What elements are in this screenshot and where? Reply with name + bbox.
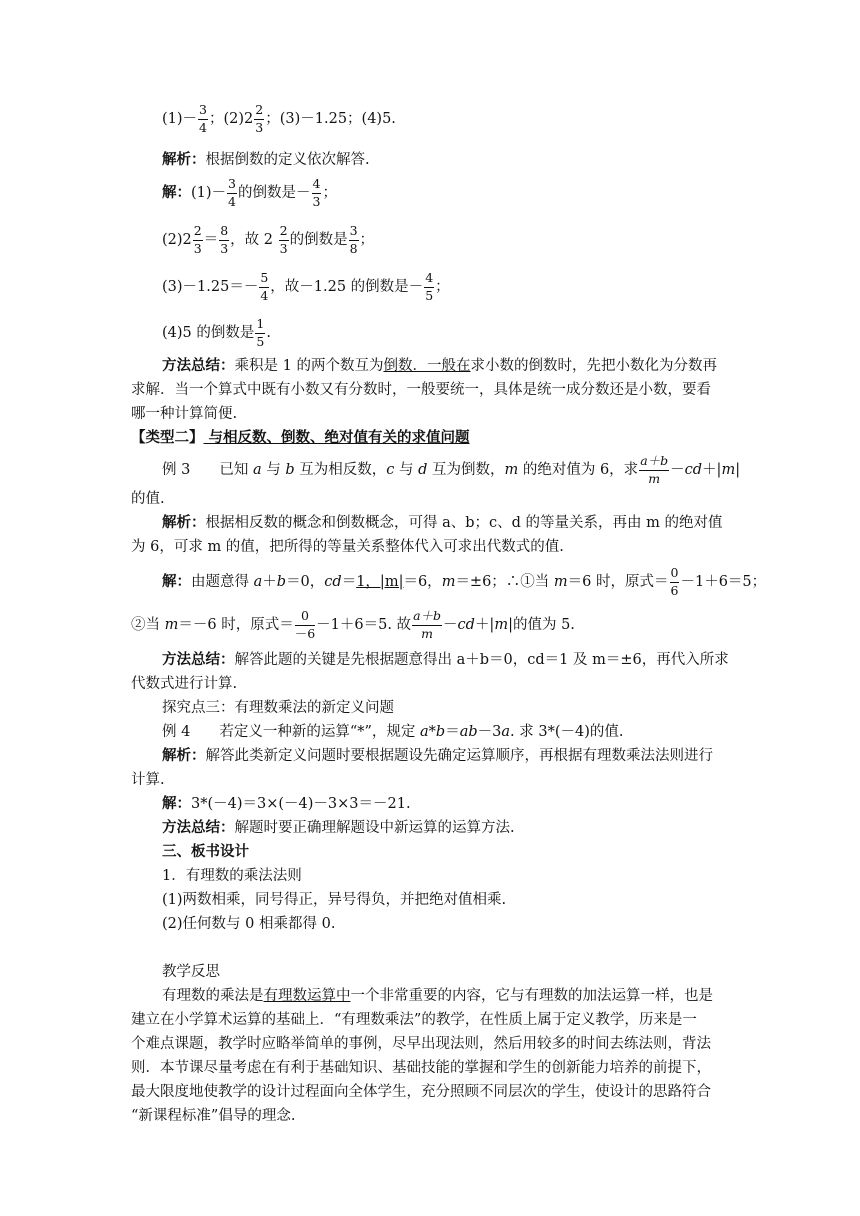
text: ，故 2 (230, 232, 278, 248)
denominator: 4 (260, 287, 269, 303)
fraction (227, 178, 237, 208)
text: (1)－ (191, 185, 227, 201)
board-item-1-2: (2)任何数与 0 相乘都得 0. (162, 916, 336, 932)
fraction (198, 104, 208, 134)
fraction (259, 272, 269, 302)
text: ＝ (203, 232, 219, 248)
denominator: 8 (349, 240, 358, 256)
text: ＝ (445, 724, 460, 740)
solution-line-2 (162, 225, 374, 255)
variable: cd (324, 574, 342, 590)
example-3-line-2: 的值. (131, 491, 165, 507)
text: ；(3)－1.25；(4)5. (265, 111, 396, 127)
type-title: 与相反数、倒数、绝对值有关的求值问题 (203, 429, 470, 446)
denominator: 5 (256, 333, 265, 349)
underlined-text: 倒数．一般在 (383, 358, 471, 374)
text: 3*(－4)＝3×(－4)－3×3＝－21. (191, 796, 411, 812)
text: 的倒数是 (289, 232, 348, 248)
text: ； (435, 279, 450, 295)
teaching-reflection-heading: 教学反思 (162, 964, 220, 980)
variable: ab (459, 724, 478, 740)
variable: a (253, 574, 263, 590)
variable: m (164, 617, 179, 633)
solution-line-4 (162, 318, 271, 348)
underlined-text: 1，|m| (356, 574, 404, 590)
text: ＝6 时，原式＝ (567, 574, 669, 590)
reflection-line-2: 建立在小学算术运算的基础上．“有理数乘法”的教学，在性质上属于定义教学，历来是一 (131, 1012, 697, 1028)
solution-line-3 (162, 272, 450, 302)
denominator: －6 (294, 625, 316, 641)
fraction (219, 225, 229, 255)
variable: a*b (420, 724, 446, 740)
text: 与 (261, 462, 286, 478)
variable: cd (457, 617, 475, 633)
text: 根据相反数的概念和倒数概念，可得 a、b；c、d 的等量关系，再由 m 的绝对值 (205, 515, 723, 531)
analysis-line (162, 150, 370, 170)
variable: c (386, 462, 395, 478)
text: 一个非常重要的内容，它与有理数的加法运算一样，也是 (350, 988, 713, 1004)
method-summary-2-line-1 (162, 650, 729, 670)
text: (2)2 (162, 232, 192, 248)
analysis-label: 解析： (162, 747, 206, 764)
text: 解题时要正确理解题设中新运算的运算方法. (234, 820, 515, 836)
solution-label: 解： (162, 184, 191, 201)
numerator: 3 (227, 178, 237, 194)
text: |的值为 5. (508, 617, 575, 633)
denominator: 3 (255, 119, 264, 135)
method-summary-2-line-2: 代数式进行计算. (131, 676, 238, 692)
text: ＝±6；∴①当 (455, 574, 554, 590)
text: －1＋6＝5. 故 (316, 617, 412, 633)
denominator: 4 (199, 119, 207, 135)
text: － (443, 617, 458, 633)
numerator: 3 (349, 225, 359, 241)
text: (1)－ (162, 111, 198, 127)
text: ＝0， (286, 574, 325, 590)
numerator: 2 (279, 225, 289, 241)
reflection-line-6: “新课程标准”倡导的理念. (131, 1108, 296, 1124)
text: (4)5 的倒数是 (162, 325, 255, 341)
board-item-1-1: (1)两数相乘，同号得正，异号得负，并把绝对值相乘. (162, 892, 507, 908)
numerator: 3 (198, 104, 208, 120)
method-summary-3 (162, 818, 515, 838)
method-summary-line-2: 求解．当一个算式中既有小数又有分数时，一般要统一，具体是统一成分数还是小数，要看 (131, 382, 711, 398)
text: 的绝对值为 6，求 (518, 462, 639, 478)
denominator: 4 (228, 193, 236, 209)
text: ＋| (702, 462, 722, 478)
text: ＝ (341, 574, 357, 590)
variable: m (441, 574, 456, 590)
text: 根据倒数的定义依次解答. (205, 152, 370, 168)
solution-example-3-line-1 (162, 567, 766, 597)
text: ＝－6 时，原式＝ (178, 617, 294, 633)
method-summary-label: 方法总结： (162, 651, 235, 668)
text: 互为相反数， (294, 462, 387, 478)
variable: b (276, 574, 287, 590)
fraction (312, 178, 322, 208)
solution-line-1 (162, 178, 337, 208)
fraction (349, 225, 359, 255)
solution-label: 解： (162, 795, 191, 812)
text: 由题意得 (191, 574, 254, 590)
method-summary-label: 方法总结： (162, 819, 235, 836)
text: ； (359, 232, 375, 248)
numerator: 4 (312, 178, 322, 194)
text: | (735, 462, 741, 478)
text: －3 (477, 724, 502, 740)
text: －1＋6＝5； (680, 574, 767, 590)
text: 例 3 已知 (162, 462, 253, 478)
variable: cd (684, 462, 703, 478)
fraction (255, 318, 265, 348)
analysis-line-4 (162, 746, 713, 766)
analysis-line-3: 为 6，可求 m 的值，把所得的等量关系整体代入可求出代数式的值. (131, 539, 564, 555)
text: 求小数的倒数时，先把小数化为分数再 (470, 358, 717, 374)
text: ＝6， (403, 574, 442, 590)
analysis-line-2 (162, 513, 723, 533)
numerator: 0 (295, 610, 315, 626)
method-summary-line-3: 哪一种计算简便. (131, 406, 238, 422)
text: 解答此类新定义问题时要根据题设先确定运算顺序，再根据有理数乘法法则进行 (205, 748, 713, 764)
numerator: a＋b (639, 455, 669, 471)
reflection-line-4: 则．本节课尽量考虑在有利于基础知识、基础技能的掌握和学生的创新能力培养的前提下， (131, 1060, 711, 1076)
text: ； (322, 185, 337, 201)
section-heading-board-design: 三、板书设计 (162, 843, 249, 860)
denominator: 3 (312, 193, 321, 209)
example-3-line-1 (162, 455, 740, 485)
fraction (295, 610, 315, 640)
solution-example-4 (162, 794, 411, 814)
fraction (279, 225, 289, 255)
exercise-items (162, 104, 396, 134)
numerator: 5 (259, 272, 269, 288)
numerator: 4 (424, 272, 434, 288)
fraction (639, 455, 669, 485)
numerator: 2 (254, 104, 264, 120)
reflection-line-5: 最大限度地使教学的设计过程面向全体学生，充分照顾不同层次的学生，使设计的思路符合 (131, 1084, 711, 1100)
type-label: 【类型二】 (131, 429, 204, 446)
text: 与 (394, 462, 419, 478)
section-heading-type-2 (131, 428, 470, 448)
text: 互为倒数， (427, 462, 505, 478)
variable: a (252, 462, 262, 478)
solution-label: 解： (162, 573, 191, 590)
text: 解答此题的关键是先根据题意得出 a＋b＝0，cd＝1 及 m＝±6，再代入所求 (234, 652, 729, 668)
solution-example-3-line-2 (131, 610, 575, 640)
text: ；(2)2 (209, 111, 254, 127)
example-4 (162, 722, 624, 742)
variable: d (418, 462, 428, 478)
numerator: 8 (219, 225, 229, 241)
text: ②当 (131, 617, 165, 633)
text: 例 4 若定义一种新的运算“*”，规定 (162, 724, 421, 740)
fraction (412, 610, 442, 640)
variable: m (553, 574, 568, 590)
method-summary-line-1 (162, 356, 717, 376)
fraction (670, 567, 680, 597)
text: (3)－1.25＝－ (162, 279, 259, 295)
variable: m (504, 462, 519, 478)
denominator: m (421, 625, 433, 641)
analysis-line-5: 计算. (131, 772, 165, 788)
denominator: 3 (279, 240, 288, 256)
text: . 求 3*(－4)的值. (510, 724, 624, 740)
text: － (670, 462, 685, 478)
denominator: 3 (220, 240, 229, 256)
denominator: 6 (670, 582, 679, 598)
text: ＋| (474, 617, 495, 633)
analysis-label: 解析： (162, 151, 206, 168)
text: ，故－1.25 的倒数是－ (270, 279, 424, 295)
numerator: 0 (670, 567, 680, 583)
text: 有理数的乘法是 (162, 988, 264, 1004)
numerator: 2 (193, 225, 203, 241)
variable: m (494, 617, 509, 633)
explore-point-3: 探究点三：有理数乘法的新定义问题 (162, 700, 394, 716)
fraction (254, 104, 264, 134)
underlined-text: 有理数运算中 (263, 988, 351, 1004)
method-summary-label: 方法总结： (162, 357, 235, 374)
variable: a (501, 724, 511, 740)
analysis-label: 解析： (162, 514, 206, 531)
board-item-1: 1．有理数的乘法法则 (162, 868, 302, 884)
text: 乘积是 1 的两个数互为 (234, 358, 384, 374)
reflection-line-1 (162, 986, 713, 1006)
numerator: a＋b (412, 610, 442, 626)
denominator: 3 (193, 240, 202, 256)
numerator: 1 (255, 318, 265, 334)
text: . (266, 325, 271, 341)
fraction (193, 225, 203, 255)
fraction (424, 272, 434, 302)
denominator: m (648, 470, 661, 486)
reflection-line-3: 个难点课题，教学时应略举简单的事例，尽早出现法则，然后用较多的时间去练法则，背法 (131, 1036, 711, 1052)
text: ＋ (262, 574, 277, 590)
text: 的倒数是－ (238, 185, 311, 201)
variable: m (721, 462, 736, 478)
denominator: 5 (425, 287, 434, 303)
variable: b (285, 462, 295, 478)
